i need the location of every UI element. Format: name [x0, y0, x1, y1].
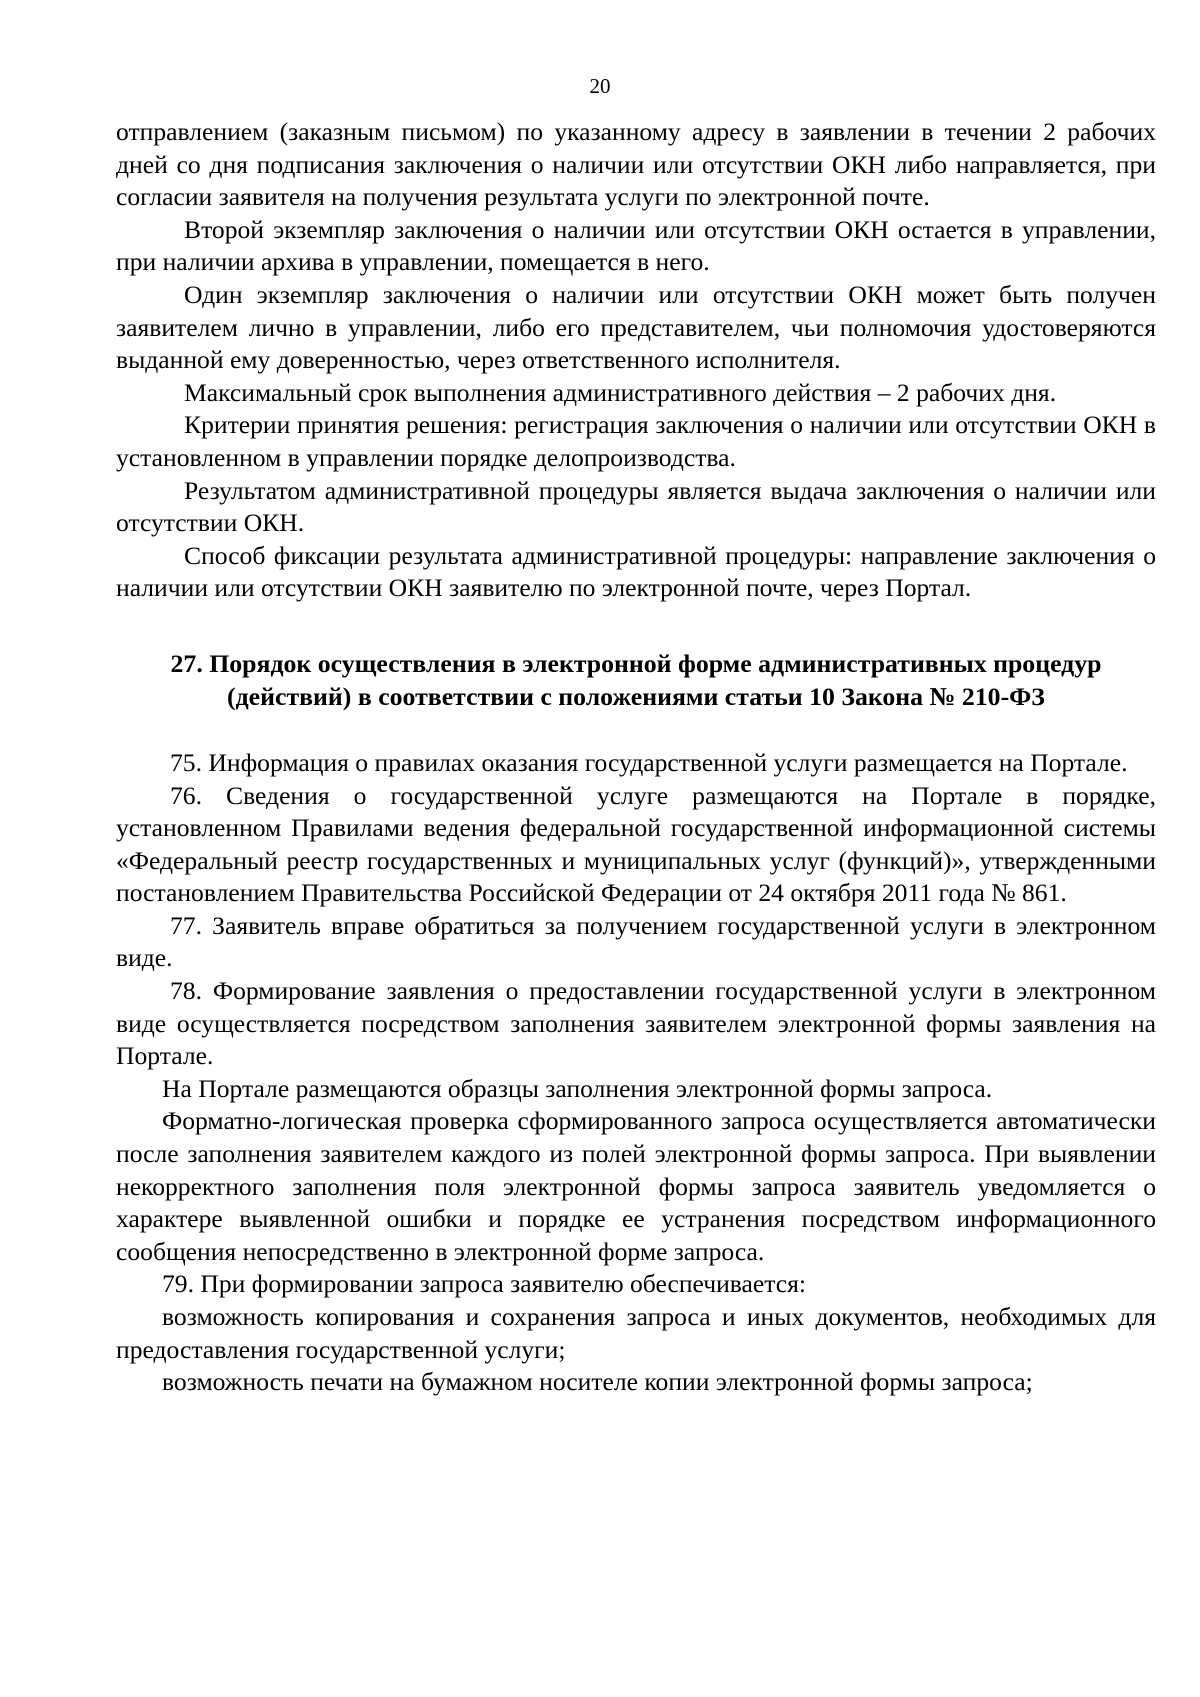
paragraph: Способ фиксации результата административной процедуры: направление заключения о наличии или отсутствии ОКН заявителю по электронной почте, через Портал.: [116, 540, 1156, 603]
page-number: 20: [589, 74, 611, 98]
section-heading-line: 27. Порядок осуществления в электронной форме административных процедур: [170, 648, 1102, 678]
paragraph: возможность печати на бумажном носителе копии электронной формы запроса;: [162, 1367, 1033, 1397]
paragraph: Форматно-логическая проверка сформированного запроса осуществляется автоматически после заполнения заявителем каждого из полей электронной формы запроса. При выявлении некорректного заполнения поля электронной формы запроса заявитель уведомляется о характере выявленной ошибки и порядке ее устранения посредством информационного сообщения непосредственно в электронной форме запроса.: [116, 1106, 1156, 1266]
paragraph: отправлением (заказным письмом) по указанному адресу в заявлении в течении 2 рабочих дней со дня подписания заключения о наличии или отсутствии ОКН либо направляется, при согласии заявителя на получения результата услуги по электронной почте.: [116, 117, 1156, 212]
paragraph: Результатом административной процедуры является выдача заключения о наличии или отсутствии ОКН.: [116, 475, 1156, 538]
paragraph: 76. Сведения о государственной услуге размещаются на Портале в порядке, установленном Правилами ведения федеральной государственной информационной системы «Федеральный реестр государственных и муниципальных услуг (функций)», утвержденными постановлением Правительства Российской Федерации от 24 октября 2011 года № 861.: [116, 780, 1156, 908]
paragraph: возможность копирования и сохранения запроса и иных документов, необходимых для предоставления государственной услуги;: [116, 1302, 1156, 1364]
paragraph: На Портале размещаются образцы заполнения электронной формы запроса.: [162, 1073, 993, 1103]
paragraph: 77. Заявитель вправе обратиться за получением государственной услуги в электронном виде.: [116, 910, 1156, 973]
page-content: [116, 116, 1156, 1399]
paragraph: 79. При формировании запроса заявителю обеспечивается:: [162, 1269, 807, 1299]
paragraph: Второй экземпляр заключения о наличии или отсутствии ОКН остается в управлении, при наличии архива в управлении, помещается в него.: [116, 214, 1156, 277]
paragraph: 75. Информация о правилах оказания государственной услуги размещается на Портале.: [170, 747, 1128, 777]
section-heading: [116, 647, 1156, 713]
paragraph: 78. Формирование заявления о предоставлении государственной услуги в электронном виде осуществляется посредством заполнения заявителем электронной формы заявления на Портале.: [116, 976, 1156, 1071]
paragraph: Максимальный срок выполнения административного действия – 2 рабочих дня.: [184, 377, 1057, 407]
paragraph: Критерии принятия решения: регистрация заключения о наличии или отсутствии ОКН в установленном в управлении порядке делопроизводства.: [116, 410, 1156, 472]
section-heading-line: (действий) в соответствии с положениями статьи 10 Закона № 210-ФЗ: [227, 681, 1045, 711]
paragraph: Один экземпляр заключения о наличии или отсутствии ОКН может быть получен заявителем лично в управлении, либо его представителем, чьи полномочия удостоверяются выданной ему доверенностью, через ответственного исполнителя.: [116, 279, 1156, 375]
